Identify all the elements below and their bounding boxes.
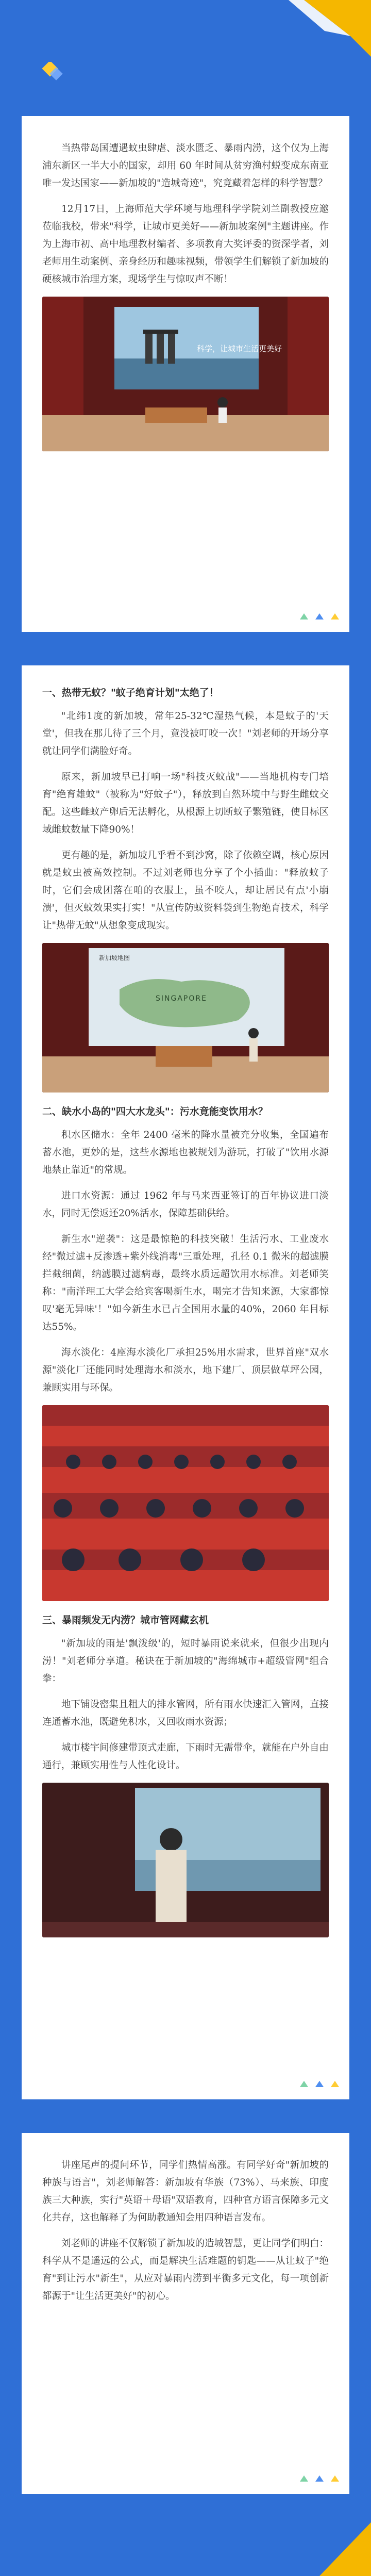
- content-card: [22, 665, 349, 2099]
- section-2-title: 二、缺水小岛的"四大水龙头"：污水竟能变饮用水？: [42, 1106, 268, 1117]
- section-3-paragraph-3: 城市楼宇间修建带顶式走廊，下雨时无需带伞，就能在户外自由通行，兼顾实用性与人性化设计。: [42, 1742, 329, 1771]
- bottom-corner-decoration: [309, 2522, 371, 2576]
- card-1-triangles: [300, 613, 339, 619]
- section-1-paragraph-1: "北纬1度的新加坡，常年25-32℃湿热气候，本是蚊子的'天堂'，但我在那儿待了三个月，竟没被叮咬一次！"刘老师的开场分享就让同学们满脸好奇。: [42, 711, 329, 757]
- section-2-paragraph-4: 海水淡化：4座海水淡化厂承担25%用水需求，世界首座"双水源"淡化厂还能同时处理海水和淡水，地下建厂、顶层做草坪公园，兼顾实用与环保。: [42, 1347, 329, 1393]
- section-3-paragraph-2: 地下铺设密集且粗大的排水管网，所有雨水快速汇入管网，直接连通蓄水池，既避免积水，又回收雨水资源；: [42, 1699, 329, 1727]
- photo-caption: 科学，让城市生活更美好: [197, 344, 282, 353]
- map-label: SINGAPORE: [156, 994, 207, 1003]
- triangle-yellow-icon: [331, 2475, 339, 2482]
- triangle-green-icon: [300, 613, 308, 619]
- intro-paragraph-2: 12月17日，上海师范大学环境与地理科学学院刘兰副教授应邀莅临我校，带来"科学，让城市更美好——新加坡案例"主题讲座。作为上海市初、高中地理教材编者、多项教育大奖评委的资深学者，刘老师用生动案例、亲身经历和趣味视频，带领学生们解锁了新加坡的硬核城市治理方案，现场学生与惊叹声不断！: [42, 204, 329, 285]
- outro-card: [22, 2133, 349, 2494]
- top-left-triangles: [41, 62, 72, 83]
- section-2-paragraph-2: 进口水资源：通过 1962 年与马来西亚签订的百年协议进口淡水，同时无偿返还20%活水，保障基础供给。: [42, 1191, 329, 1219]
- triangle-blue-icon: [315, 2475, 324, 2482]
- section-3-paragraph-1: "新加坡的雨是'飘泼级'的，短时暴雨说来就来，但很少出现内涝！"刘老师分享道。秘诀在于新加坡的"海绵城市+超级管网"组合拳：: [42, 1638, 329, 1684]
- section-3-title: 三、暴雨频发无内涝？城市管网藏玄机: [42, 1615, 209, 1626]
- speaker-photo: [42, 1783, 329, 1937]
- section-2-paragraph-3: 新生水"逆袭"：这是最惊艳的科技突破！生活污水、工业废水经"微过滤+反渗透+紫外线消毒"三重处理，孔径 0.1 微米的超滤膜拦截细菌，纳滤膜过滤病毒，最终水质远超饮用水标准。刘老师笑称："南洋理工大学会给宾客喝新生水，喝完才告知来源，大家都惊叹'毫无异味'！"如今新生水已占全国用水量的40%，2060 年目标达55%。: [42, 1234, 329, 1332]
- card-3-triangles: [300, 2475, 339, 2482]
- lecture-photo-2: [42, 943, 329, 1093]
- lecture-stage-illustration: [42, 297, 329, 451]
- map-slide-illustration: [42, 943, 329, 1093]
- speaker-illustration: [42, 1783, 329, 1937]
- triangle-yellow-icon: [331, 613, 339, 619]
- card-2-triangles: [300, 2081, 339, 2087]
- triangle-blue-icon: [315, 613, 324, 619]
- triangle-blue-icon: [315, 2081, 324, 2087]
- triangle-yellow-icon: [331, 2081, 339, 2087]
- outro-paragraph-2: 刘老师的讲座不仅解锁了新加坡的造城智慧，更让同学们明白：科学从不是遥远的公式，而是解决生活难题的钥匙——从让蚊子"绝育"到让污水"新生"，从应对暴雨内涝到平衡多元文化，每一项创新都源于"让生活更美好"的初心。: [42, 2238, 329, 2302]
- lecture-photo-1: [42, 297, 329, 451]
- section-1-paragraph-3: 更有趣的是，新加坡几乎看不到沙窝，除了依赖空调，核心原因就是蚊虫被高效控制。不过刘老师也分享了个小插曲："释放蚊子时，它们会成团落在咱的衣服上，虽不咬人，却让居民有点'小崩溃'，但灭蚊效果实打实！"从宣传防蚊资料袋到生物绝育技术，科学让"热带无蚊"从想象变成现实。: [42, 850, 329, 931]
- corner-decoration: [289, 0, 371, 57]
- map-title: 新加坡地图: [99, 954, 130, 961]
- outro-paragraph-1: 讲座尾声的提问环节，同学们热情高涨。有同学好奇"新加坡的种族与语言"，刘老师解答：新加坡有华族（73%）、马来族、印度族三大种族，实行"英语＋母语"双语教育，四种官方语言保障多元文化共存，这也解释了为何助教通知会用四种语言发布。: [42, 2160, 329, 2223]
- audience-photo: [42, 1405, 329, 1601]
- audience-illustration: [42, 1405, 329, 1601]
- triangle-green-icon: [300, 2475, 308, 2482]
- corner-yellow-shape: [319, 2522, 371, 2576]
- intro-paragraph-1: 当热带岛国遭遇蚊虫肆虐、淡水匮乏、暴雨内涝，这个仅为上海浦东新区一半大小的国家，却用 60 年时间从贫穷渔村蜕变成东南亚唯一发达国家——新加坡的"造城奇迹"，究竟藏着怎样的科学智慧？: [42, 143, 329, 189]
- section-1-paragraph-2: 原来，新加坡早已打响一场"科技灭蚊战"——当地机构专门培育"绝育雄蚊"（被称为"好蚊子"），释放到自然环境中与野生雌蚊交配。这些雌蚊产卵后无法孵化，从根源上切断蚊子繁殖链，使目标区域雌蚊数量下降90%！: [42, 772, 329, 835]
- section-2-paragraph-1: 积水区储水：全年 2400 毫米的降水量被充分收集，全国遍布蓄水池，更妙的是，这些水源地也被规划为游玩，打破了"饮用水源地禁止靠近"的常规。: [42, 1130, 329, 1176]
- intro-card: [22, 116, 349, 632]
- triangle-green-icon: [300, 2081, 308, 2087]
- section-1-title: 一、热带无蚊？"蚊子绝育计划"太绝了！: [42, 687, 219, 698]
